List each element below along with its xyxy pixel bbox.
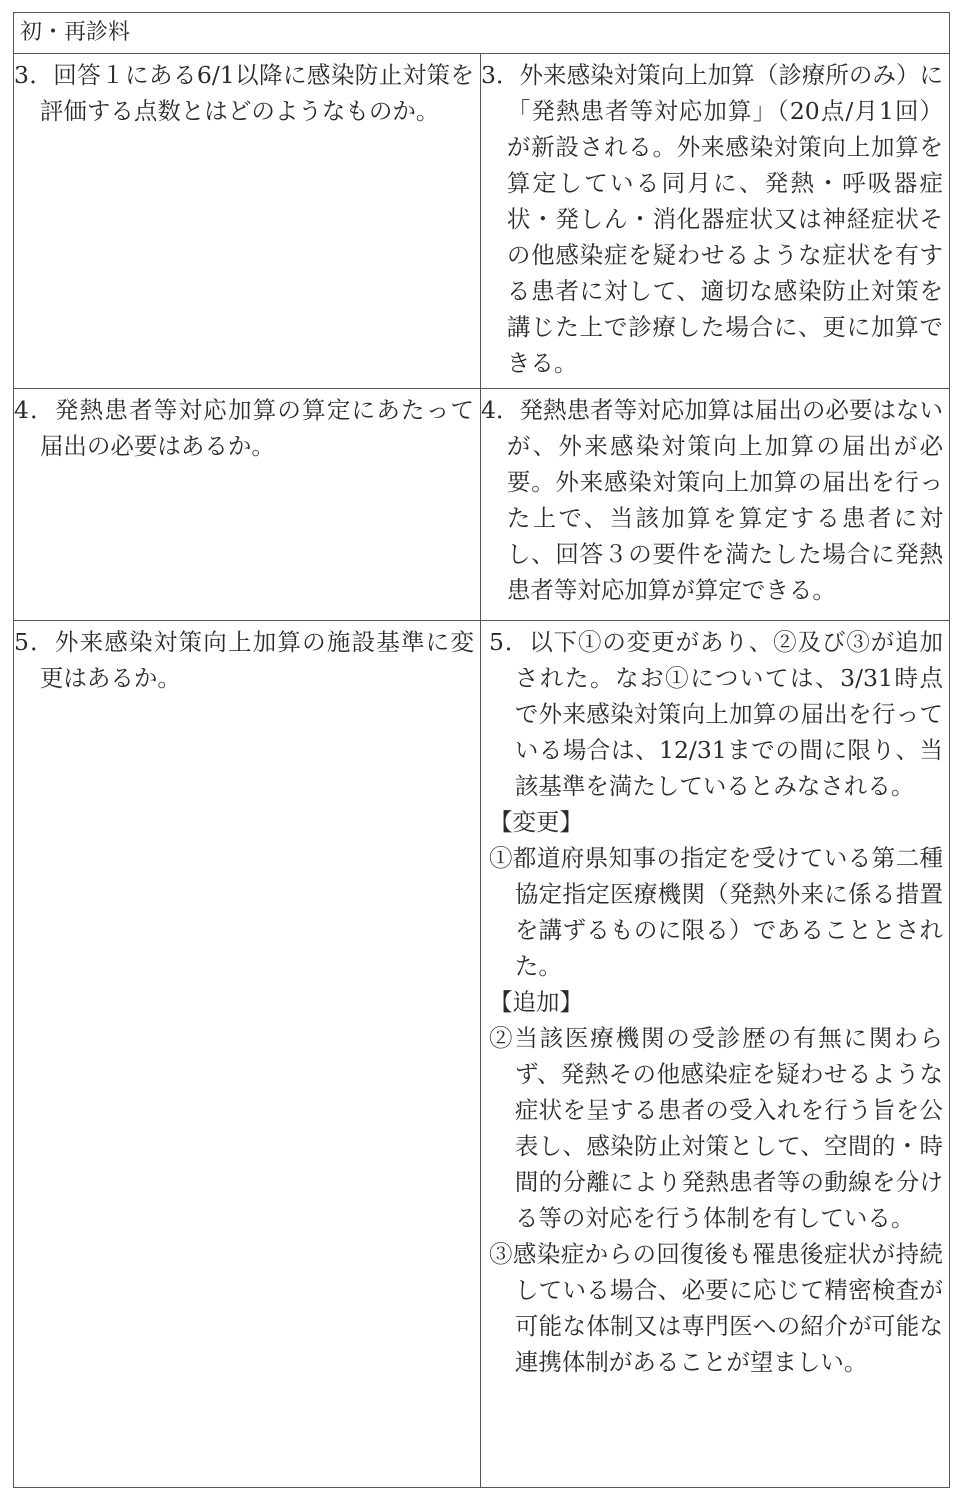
answer-cell (481, 54, 950, 389)
change-item: ①都道府県知事の指定を受けている第二種協定指定医療機関（発熱外来に係る措置を講ずるものに限る）であることとされた。 (489, 844, 944, 980)
answer-intro: 5．以下①の変更があり、②及び③が追加された。なお①については、3/31時点で外来感染対策向上加算の届出を行っている場合は、12/31までの間に限り、当該基準を満たしているとみなされる。 (489, 628, 944, 800)
add-item-3: ③感染症からの回復後も罹患後症状が持続している場合、必要に応じて精密検査が可能な体制又は専門医への紹介が可能な連携体制があることが望ましい。 (489, 1240, 944, 1376)
change-label: 【変更】 (489, 808, 583, 836)
add-item-2: ②当該医療機関の受診歴の有無に関わらず、発熱その他感染症を疑わせるような症状を呈する患者の受入れを行う旨を公表し、感染防止対策として、空間的・時間的分離により発熱患者等の動線を分ける等の対応を行う体制を有している。 (489, 1024, 944, 1232)
question-cell (14, 54, 481, 389)
answer-text: 4．発熱患者等対応加算は届出の必要はないが、外来感染対策向上加算の届出が必要。外来感染対策向上加算の届出を行った上で、当該加算を算定する患者に対し、回答３の要件を満たした場合に発熱患者等対応加算が算定できる。 (481, 396, 944, 604)
answer-text: 3．外来感染対策向上加算（診療所のみ）に「発熱患者等対応加算」（20点/月1回）が新設される。外来感染対策向上加算を算定している同月に、発熱・呼吸器症状・発しん・消化器症状又は神経症状その他感染症を疑わせるような症状を有する患者に対して、適切な感染防止対策を講じた上で診療した場合に、更に加算できる。 (481, 61, 944, 377)
qa-table (13, 12, 950, 1488)
add-label: 【追加】 (489, 988, 583, 1016)
table-row (14, 621, 950, 1488)
question-cell (14, 389, 481, 621)
question-text: 5．外来感染対策向上加算の施設基準に変更はあるか。 (14, 628, 474, 692)
question-text: 3．回答１にある6/1以降に感染防止対策を評価する点数とはどのようなものか。 (14, 61, 474, 125)
answer-block (481, 621, 949, 1382)
answer-cell (481, 389, 950, 621)
table-title: 初・再診料 (14, 13, 950, 54)
question-text: 4．発熱患者等対応加算の算定にあたって届出の必要はあるか。 (14, 396, 474, 460)
question-cell (14, 621, 481, 1488)
header-row (14, 13, 950, 54)
answer-cell (481, 621, 950, 1488)
table-row (14, 54, 950, 389)
table-row (14, 389, 950, 621)
